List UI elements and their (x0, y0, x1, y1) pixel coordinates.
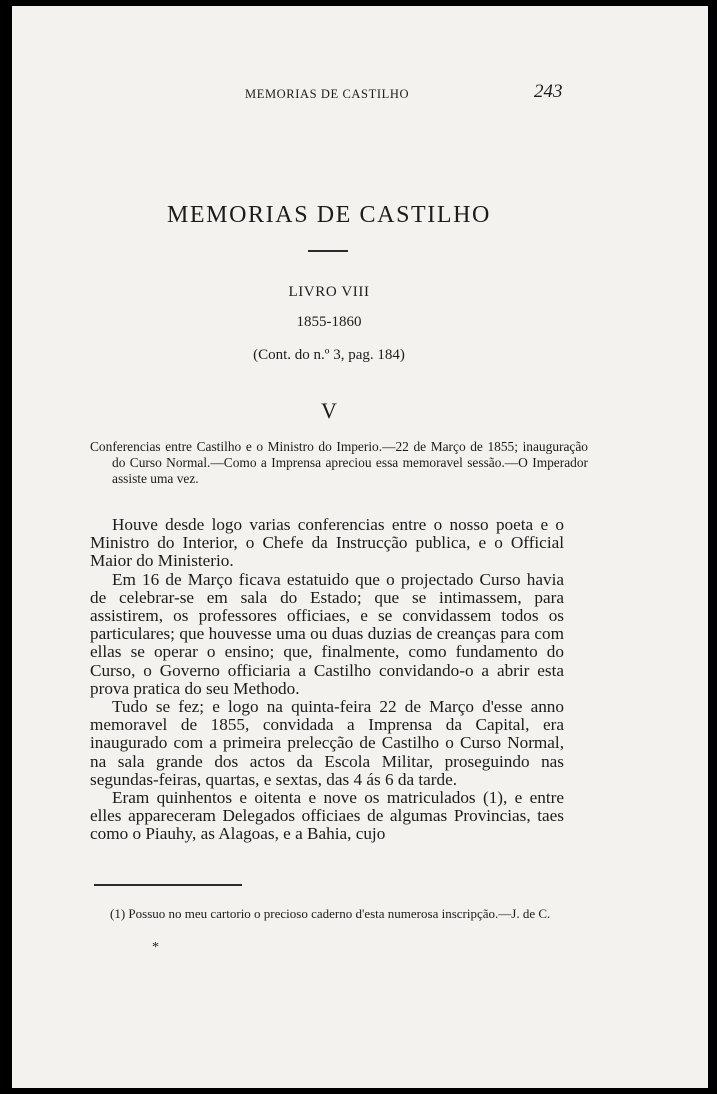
paragraph: Eram quinhentos e oitenta e nove os matriculados (1), e entre elles appareceram Delegados officiaes de algumas Provincias, taes como o Piauhy, as Alagoas, e a Bahia, cujo (90, 788, 564, 844)
page-number: 243 (534, 81, 563, 102)
body-text (90, 516, 564, 844)
footnote: (1) Possuo no meu cartorio o precioso caderno d'esta numerosa inscripção.—J. de C. (110, 906, 551, 921)
chapter-title: MEMORIAS DE CASTILHO (166, 202, 491, 228)
book-page (12, 6, 708, 1088)
year-range: 1855-1860 (296, 314, 362, 330)
title-divider (308, 250, 348, 252)
ornament-mark: * (152, 940, 159, 955)
paragraph: Em 16 de Março ficava estatuido que o projectado Curso havia de celebrar-se em sala do Estado; que se intimassem, para assistirem, os professores officiaes, e se convidassem todos os particulares; que houvesse uma ou duas duzias de creanças para com ellas se operar o ensino; que, finalmente, como fundamento do Curso, o Governo officiaria a Castilho convidando-o a abrir esta prova pratica do seu Methodo. (90, 569, 564, 698)
book-label: LIVRO VIII (288, 284, 370, 300)
paragraph: Houve desde logo varias conferencias entre o nosso poeta e o Ministro do Interior, o Chefe da Instrucção publica, e o Official Maior do Ministerio. (90, 515, 564, 571)
running-head: MEMORIAS DE CASTILHO (245, 87, 410, 101)
section-summary: Conferencias entre Castilho e o Ministro do Imperio.—22 de Março de 1855; inauguração do Curso Normal.—Como a Imprensa apreciou essa memoravel sessão.—O Imperador assiste uma vez. (90, 439, 588, 486)
section-number: V (321, 398, 337, 423)
continuation-note: (Cont. do n.º 3, pag. 184) (253, 347, 405, 363)
footnote-divider (94, 884, 242, 886)
paragraph: Tudo se fez; e logo na quinta-feira 22 de Março d'esse anno memoravel de 1855, convidada a Imprensa da Capital, era inaugurado com a primeira prelecção de Castilho o Curso Normal, na sala grande dos actos da Escola Militar, proseguindo nas segundas-feiras, quartas, e sextas, das 4 ás 6 da tarde. (90, 697, 564, 789)
